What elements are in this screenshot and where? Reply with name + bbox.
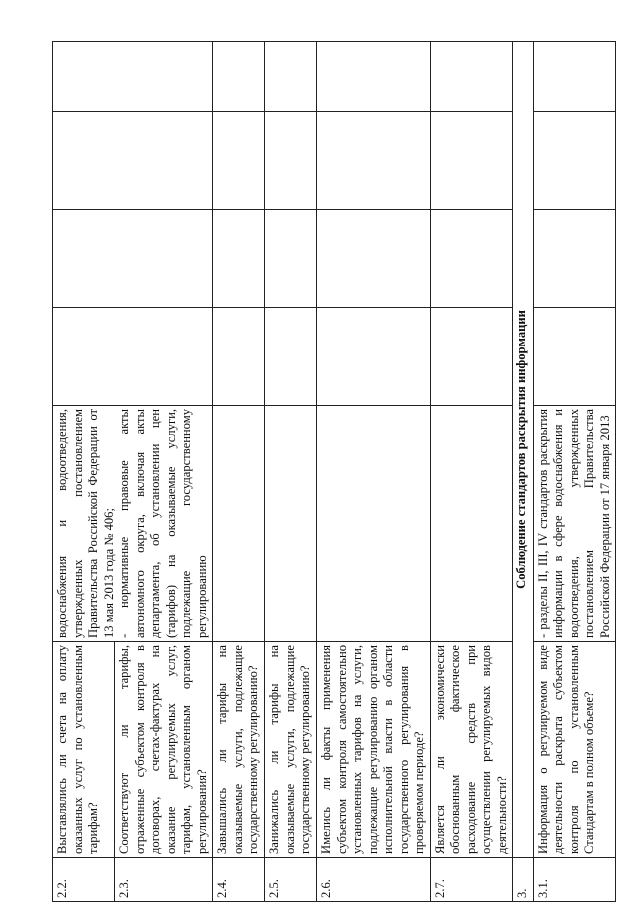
row-number: 2.5. [265, 858, 317, 902]
reference-paragraph: водоснабжения и водоотведения, утвержденных постановлением Правительства Российской Федерации от 13 мая 2013 года № 406; [55, 409, 116, 638]
answer-no-cell [317, 210, 431, 308]
answer-no-cell [265, 210, 317, 308]
table-row [53, 42, 115, 902]
question-cell: Информация о регулируемом виде деятельности раскрыта субъектом контроля по установленным Стандартам в полном объеме? [533, 642, 616, 858]
section-title: Соблюдение стандартов раскрытия информации [513, 42, 534, 858]
answer-na-cell [430, 112, 513, 210]
question-cell: Завышались ли тарифы на оказываемые услуги, подлежащие государственному регулированию? [213, 642, 265, 858]
reference-paragraph: - разделы II, III, IV стандартов раскрытия информации в сфере водоснабжения и водоотведения, утвержденных постановлением Правительства Российской Федерации от 17 января 2013 [535, 409, 612, 638]
note-cell [430, 42, 513, 112]
answer-na-cell [533, 112, 616, 210]
checklist-table [52, 41, 616, 902]
answer-yes-cell [53, 308, 213, 406]
table-row [430, 42, 513, 902]
answer-no-cell [430, 210, 513, 308]
reference-paragraph: - нормативные правовые акты автономного округа, включая акты департамента, об установлении цен (тарифов) на оказываемые услуги, подлежащие государственному регулированию [117, 409, 209, 638]
question-cell: Является ли экономически обоснованным фактическое расходование средств при осуществлении регулируемых видов деятельности? [430, 642, 513, 858]
note-cell [265, 42, 317, 112]
answer-no-cell [53, 210, 213, 308]
row-number: 3.1. [533, 858, 616, 902]
answer-na-cell [317, 112, 431, 210]
row-number: 2.3. [115, 858, 213, 902]
row-number: 2.7. [430, 858, 513, 902]
answer-na-cell [213, 112, 265, 210]
row-number: 2.6. [317, 858, 431, 902]
table-row [213, 42, 265, 902]
note-cell [317, 42, 431, 112]
answer-yes-cell [533, 308, 616, 406]
table-row [533, 42, 616, 902]
note-cell [533, 42, 616, 112]
legal-reference-cell [430, 406, 513, 642]
legal-reference-cell [265, 406, 317, 642]
row-number: 2.4. [213, 858, 265, 902]
answer-no-cell [533, 210, 616, 308]
answer-yes-cell [430, 308, 513, 406]
legal-reference-cell [53, 406, 213, 642]
legal-reference-cell [533, 406, 616, 642]
table-row [317, 42, 431, 902]
answer-yes-cell [317, 308, 431, 406]
table-row [265, 42, 317, 902]
answer-na-cell [265, 112, 317, 210]
section-row [513, 42, 534, 902]
question-cell: Выставлялись ли счета на оплату оказанных услуг по установленным тарифам? [53, 642, 115, 858]
answer-na-cell [53, 112, 213, 210]
note-cell [53, 42, 213, 112]
answer-no-cell [213, 210, 265, 308]
rotated-page [52, 42, 612, 902]
answer-yes-cell [265, 308, 317, 406]
question-cell: Соответствуют ли тарифы, отраженные субъектом контроля в договорах, счетах-фактурах на оказание регулируемых услуг, тарифам, установленным органом регулирования? [115, 642, 213, 858]
legal-reference-cell [317, 406, 431, 642]
question-cell: Имелись ли факты применения субъектом контроля самостоятельно установленных тарифов на услуги, подлежащие регулированию органом исполнительной власти в области государственного регулирования в проверяемом периоде? [317, 642, 431, 858]
legal-reference-cell [213, 406, 265, 642]
question-cell: Занижались ли тарифы на оказываемые услуги, подлежащие государственному регулированию? [265, 642, 317, 858]
note-cell [213, 42, 265, 112]
row-number: 2.2. [53, 858, 115, 902]
section-number: 3. [513, 858, 534, 902]
answer-yes-cell [213, 308, 265, 406]
